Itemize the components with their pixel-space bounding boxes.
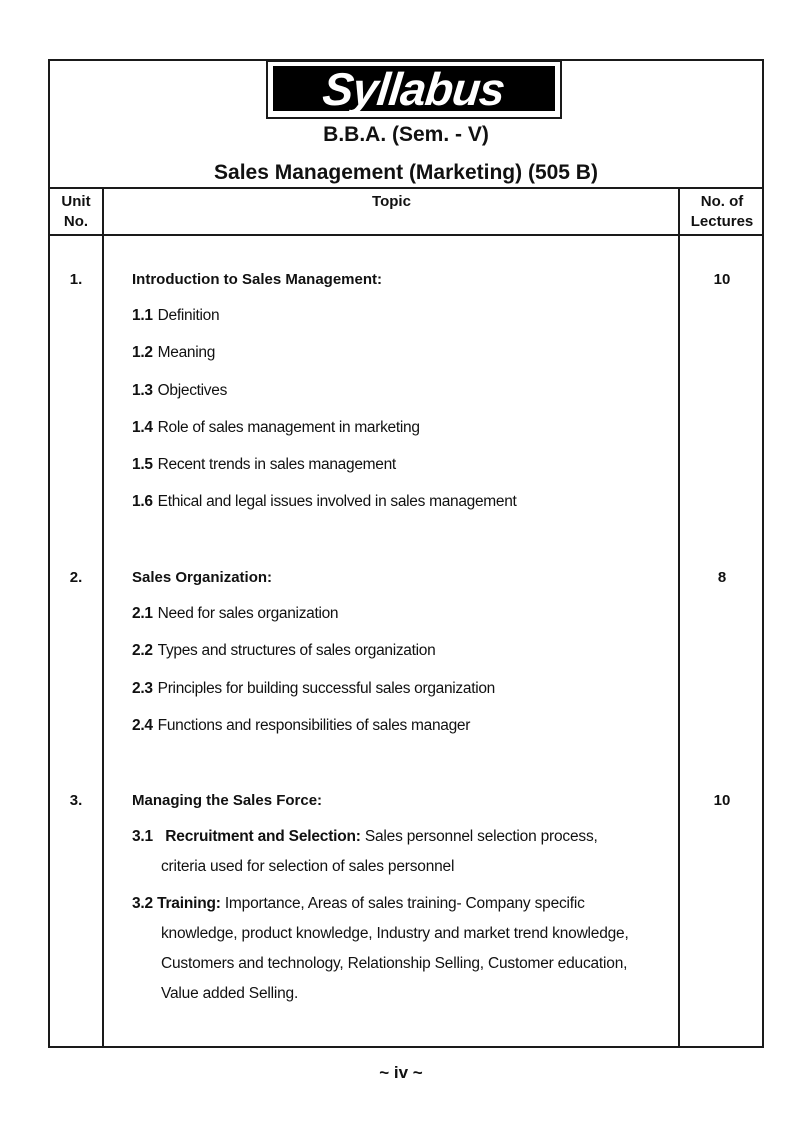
banner-title: Syllabus (320, 62, 508, 115)
subtopic-item (132, 456, 396, 474)
subtopic-text: Sales personnel selection process, (364, 828, 598, 845)
course-title: Sales Management (Marketing) (505 B) (214, 161, 598, 184)
subtopic-text: Recent trends in sales management (157, 456, 396, 473)
column-header-unit (48, 192, 104, 232)
column-header-topic: Topic (372, 193, 411, 210)
subtopic-number: 3.2 (132, 895, 153, 912)
page-number: ~ iv ~ (379, 1063, 423, 1082)
subtopic-number: 2.2 (132, 642, 153, 659)
lectures-column-divider (678, 188, 680, 1048)
subtopic-text: Objectives (157, 382, 228, 399)
lectures-header-line1: No. of (700, 193, 744, 210)
subtopic-heading: Training: (157, 895, 221, 912)
subtopic-number: 2.4 (132, 717, 153, 734)
unit-number: 2. (69, 569, 83, 586)
subtopic-item (132, 680, 495, 698)
subtopic-number: 1.6 (132, 493, 153, 510)
syllabus-banner (266, 60, 562, 119)
subtopic-number: 3.1 (132, 828, 153, 845)
subtopic-item (132, 382, 227, 400)
lecture-count: 8 (717, 569, 727, 586)
lecture-count: 10 (713, 271, 731, 288)
unit-title: Sales Organization: (132, 569, 273, 586)
subtopic-number: 2.1 (132, 605, 153, 622)
unit-column-divider (102, 188, 104, 1048)
subtopic-continuation: criteria used for selection of sales personnel (161, 858, 455, 875)
subtopic-text: Meaning (157, 344, 216, 361)
subtopic-text: Definition (157, 307, 220, 324)
subtopic-number: 1.5 (132, 456, 153, 473)
subtopic-item (132, 717, 470, 735)
subtopic-paragraph (132, 822, 652, 882)
subtopic-item (132, 493, 517, 511)
unit-header-line1: Unit (61, 193, 91, 210)
lecture-count: 10 (713, 792, 731, 809)
unit-title: Managing the Sales Force: (132, 792, 323, 809)
subtopic-text: Principles for building successful sales organization (157, 680, 495, 697)
header-bottom-rule (48, 234, 764, 236)
subtopic-number: 1.4 (132, 419, 153, 436)
subtopic-heading: Recruitment and Selection: (165, 828, 361, 845)
subtopic-text: Need for sales organization (157, 605, 339, 622)
column-header-lectures (680, 192, 764, 232)
subtopic-item (132, 344, 215, 362)
subtopic-number: 1.1 (132, 307, 153, 324)
subtopic-item (132, 605, 338, 623)
program-title: B.B.A. (Sem. - V) (323, 123, 489, 146)
subtopic-number: 1.2 (132, 344, 153, 361)
lectures-header-line2: Lectures (690, 213, 754, 230)
subtopic-text: Importance, Areas of sales training- Company specific (224, 895, 585, 912)
subtopic-paragraph (132, 889, 652, 1009)
subtopic-number: 2.3 (132, 680, 153, 697)
subtopic-continuation: Value added Selling. (161, 985, 299, 1002)
subtopic-text: Types and structures of sales organization (157, 642, 436, 659)
unit-header-line2: No. (63, 213, 89, 230)
subtopic-text: Ethical and legal issues involved in sales management (157, 493, 517, 510)
banner-black-box (273, 62, 555, 115)
subtopic-number: 1.3 (132, 382, 153, 399)
subtopic-continuation: knowledge, product knowledge, Industry and market trend knowledge, (161, 925, 629, 942)
subtopic-item (132, 307, 219, 325)
unit-number: 3. (69, 792, 83, 809)
subtopic-continuation: Customers and technology, Relationship Selling, Customer education, (161, 955, 628, 972)
header-top-rule (48, 187, 764, 189)
subtopic-item (132, 642, 435, 660)
unit-number: 1. (69, 271, 83, 288)
subtopic-text: Functions and responsibilities of sales manager (157, 717, 471, 734)
subtopic-text: Role of sales management in marketing (157, 419, 420, 436)
unit-title: Introduction to Sales Management: (132, 271, 383, 288)
subtopic-item (132, 419, 420, 437)
